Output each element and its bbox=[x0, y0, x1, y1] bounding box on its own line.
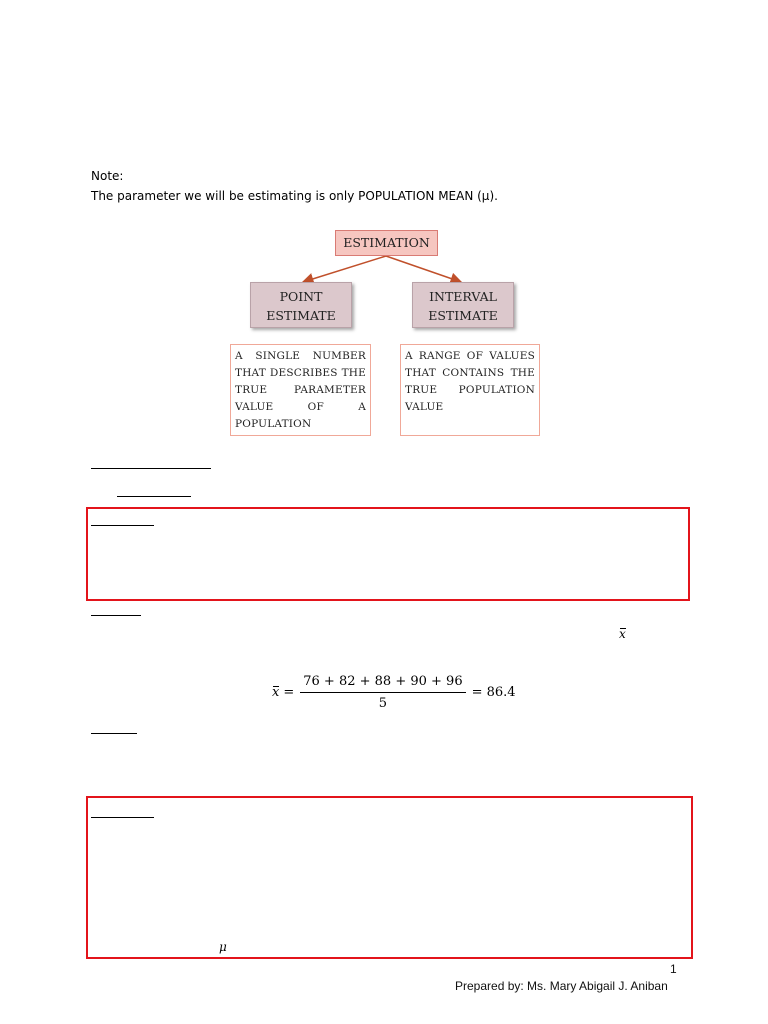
sample-mean-formula bbox=[272, 670, 516, 714]
estimation-diagram bbox=[225, 222, 545, 440]
interval-estimate-description: A RANGE OF VALUES THAT CONTAINS THE TRUE POPULATION VALUE bbox=[400, 344, 540, 436]
interval-estimate-line2: ESTIMATE bbox=[428, 308, 498, 323]
xbar-symbol bbox=[619, 627, 626, 641]
arrow-to-point bbox=[303, 256, 386, 282]
box1-heading-underline bbox=[91, 525, 154, 526]
interval-estimate-line1: INTERVAL bbox=[429, 289, 497, 304]
heading-underline-1 bbox=[91, 468, 211, 469]
formula-result: = 86.4 bbox=[471, 684, 516, 700]
interval-estimate-node bbox=[412, 282, 514, 328]
point-estimate-node bbox=[250, 282, 352, 328]
box2-heading-underline bbox=[91, 817, 154, 818]
prepared-by: Prepared by: Ms. Mary Abigail J. Aniban bbox=[455, 979, 668, 993]
point-estimate-line1: POINT bbox=[279, 289, 323, 304]
note-text: The parameter we will be estimating is only POPULATION MEAN (μ). bbox=[91, 189, 498, 203]
heading-underline-4 bbox=[91, 733, 137, 734]
arrow-to-interval bbox=[386, 256, 461, 282]
formula-lhs: x bbox=[272, 684, 280, 700]
estimation-node: ESTIMATION bbox=[335, 230, 438, 256]
heading-underline-2 bbox=[117, 496, 191, 497]
formula-numerator: 76 + 82 + 88 + 90 + 96 bbox=[300, 674, 465, 693]
formula-equals: = bbox=[283, 684, 295, 700]
formula-denominator: 5 bbox=[378, 695, 388, 711]
formula-fraction bbox=[300, 674, 465, 711]
definition-box-1 bbox=[86, 507, 690, 601]
point-estimate-line2: ESTIMATE bbox=[266, 308, 336, 323]
xbar-symbol-text: x bbox=[619, 627, 626, 641]
note-label: Note: bbox=[91, 169, 124, 183]
page-number: 1 bbox=[670, 962, 677, 976]
heading-underline-3 bbox=[91, 615, 141, 616]
definition-box-2 bbox=[86, 796, 693, 959]
point-estimate-description: A SINGLE NUMBER THAT DESCRIBES THE TRUE PARAMETER VALUE OF A POPULATION bbox=[230, 344, 371, 436]
mu-symbol: μ bbox=[219, 940, 227, 954]
